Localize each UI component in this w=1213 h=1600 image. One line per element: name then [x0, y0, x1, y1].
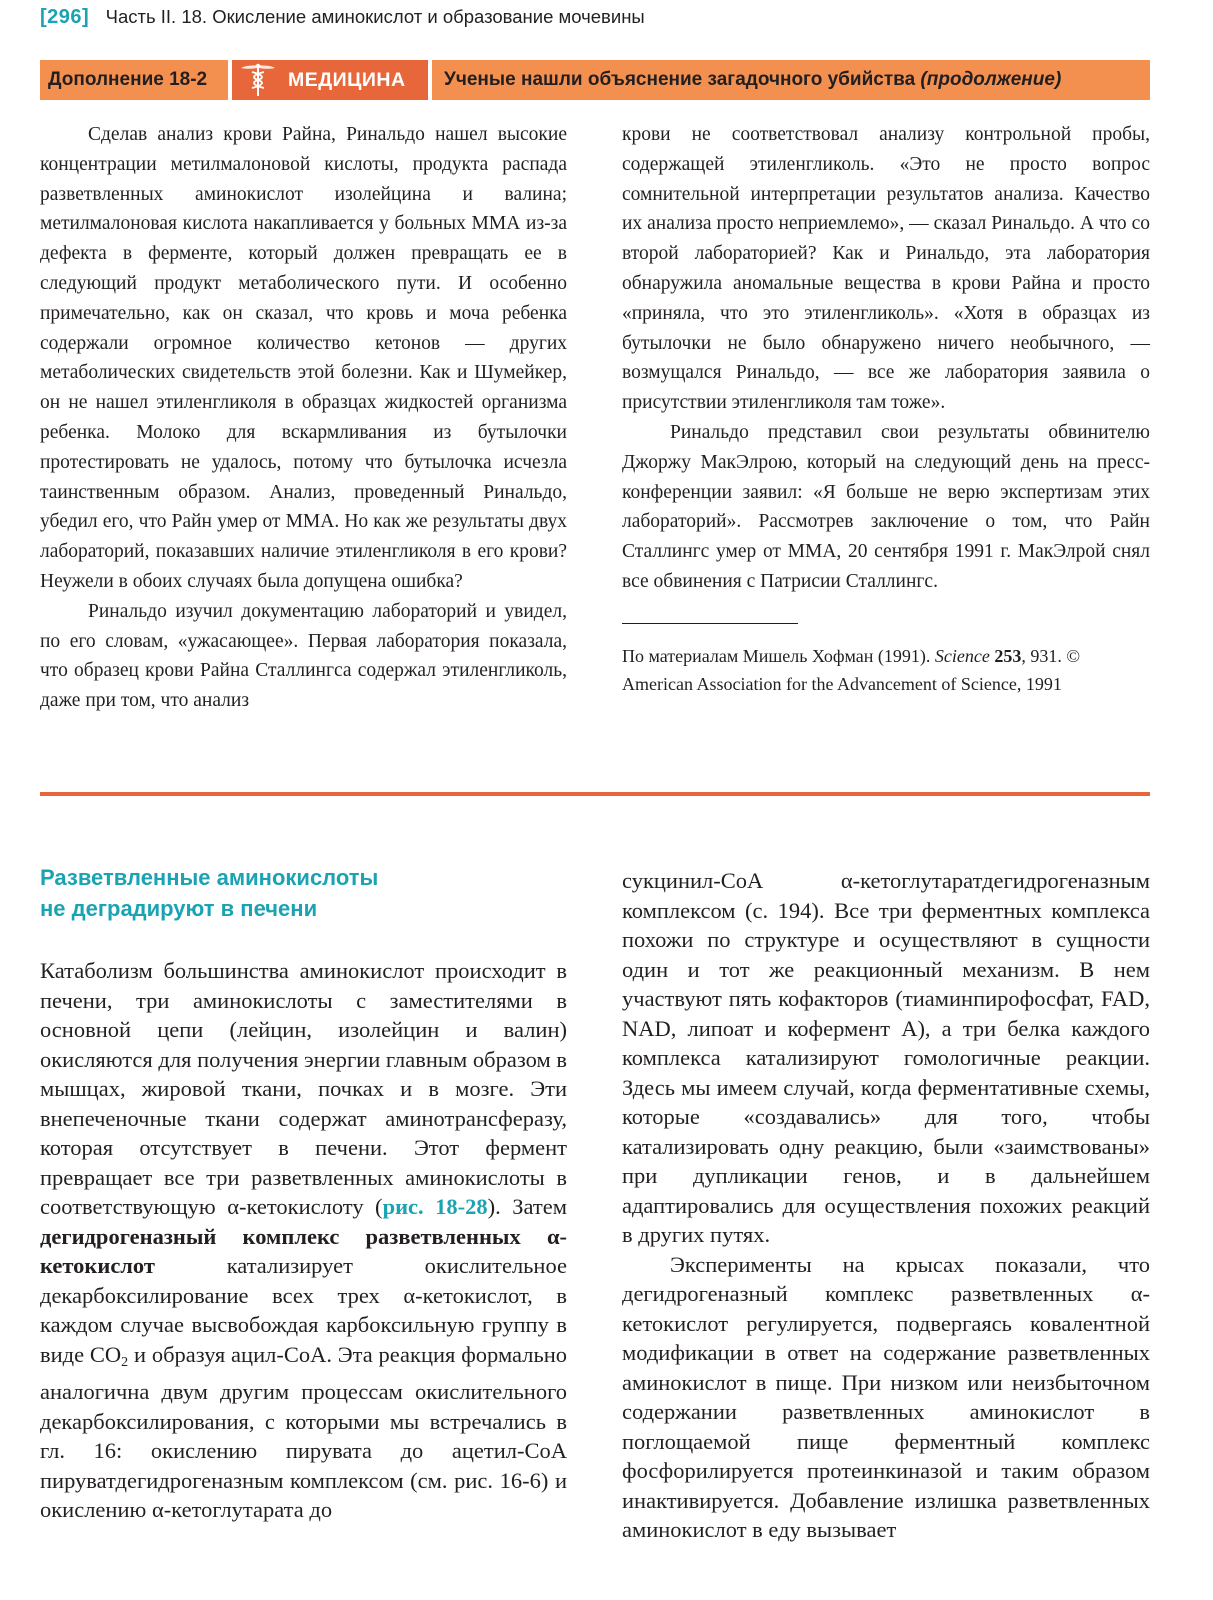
- main-paragraph: Эксперименты на крысах показали, что дегидрогеназный комплекс разветвленных α-кетокислот регулируется, подвергаясь ковалентной модификации в ответ на содержание разветвленных аминокислот в пище. При низком или неизбыточном содержании разветвленных аминокислот в поглощаемой пище ферментный комплекс фосфорилируется протеинкиназой и таким образом инактивируется. Добавление излишка разветвленных аминокислот в еду вызывает: [622, 1251, 1150, 1542]
- box-title-bar: [40, 60, 1150, 100]
- box-bottom-rule: [40, 792, 1150, 796]
- section-heading-line: Разветвленные аминокислоты: [40, 865, 379, 890]
- box-title-main: Ученые нашли объяснение загадочного убийства: [444, 69, 916, 90]
- source-pages: , 931.: [1021, 645, 1062, 666]
- running-head-text: Часть II. 18. Окисление аминокислот и образование мочевины: [105, 6, 645, 27]
- box-category: [232, 60, 428, 100]
- main-paragraph: сукцинил-CoA α-кетоглутаратдегидрогеназным комплексом (с. 194). Все три ферментных комплекса похожи по структуре и осуществляют в сущности один и тот же реакционный механизм. В нем участвуют пять кофакторов (тиаминпирофосфат, FAD, NAD, липоат и кофермент А), а три белка каждого комплекса катализируют гомологичные реакции. Здесь мы имеем случай, когда ферментативные схемы, которые «создавались» для того, чтобы катализировать одну реакцию, были «заимствованы» при дупликации генов, и в дальнейшем адаптировались для осуществления похожих реакций в других путях.: [622, 868, 1150, 1247]
- text-run: ). Затем: [487, 1194, 567, 1219]
- source-volume: 253: [994, 645, 1022, 666]
- subscript: 2: [121, 1354, 129, 1370]
- box-paragraph: Ринальдо изучил документацию лабораторий и увидел, по его словам, «ужасающее». Первая лаборатория показала, что образец крови Райна Сталлингса содержал этиленгликоль, даже при том, что анализ: [40, 600, 567, 712]
- source-citation: [622, 642, 1150, 699]
- box-label: Дополнение 18-2: [40, 60, 228, 100]
- box-title: [432, 60, 1150, 100]
- main-right-column: [622, 866, 1150, 1545]
- box-right-column: [622, 120, 1150, 699]
- box-paragraph: Сделав анализ крови Райна, Ринальдо нашел высокие концентрации метилмалоновой кислоты, продукта распада разветвленных аминокислот изолейцина и валина; метилмалоновая кислота накапливается у больных ММА из-за дефекта в ферменте, который должен превращать ее в следующий продукт метаболического пути. И особенно примечательно, как он сказал, что кровь и моча ребенка содержали огромное количество кетонов — других метаболических свидетельств этой болезни. Как и Шумейкер, он не нашел этиленгликоля в образцах жидкостей организма ребенка. Молоко для вскармливания из бутылочки протестировать не удалось, потому что бутылочка исчезла таинственным образом. Анализ, проведенный Ринальдо, убедил его, что Райн умер от ММА. Но как же результаты двух лабораторий, показавших наличие этиленгликоля в его крови? Неужели в обоих случаях была допущена ошибка?: [40, 124, 567, 592]
- source-journal: Science: [934, 645, 990, 666]
- main-left-column: [40, 956, 567, 1525]
- box-paragraph: крови не соответствовал анализу контрольной пробы, содержащей этиленгликоль. «Это не просто вопрос сомнительной интерпретации результатов анализа. Качество их анализа просто неприемлемо», — сказал Ринальдо. А что со второй лабораторией? Как и Ринальдо, эта лаборатория обнаружила аномальные вещества в крови Райна и просто «приняла, что это этиленгликоль». «Хотя в образцах из бутылочки не было обнаружено ничего необычного, — возмущался Ринальдо, — все же лаборатория заявила о присутствии этиленгликоля там тоже».: [622, 124, 1150, 414]
- figure-reference-link[interactable]: рис. 18-28: [382, 1194, 488, 1219]
- box-left-column: [40, 120, 567, 716]
- key-term: дегидрогеназный комплекс разветвленных α-кетокислот: [40, 1223, 567, 1278]
- source-copyright: © American Association for the Advancement of Science, 1991: [622, 645, 1081, 695]
- text-run: Катаболизм большинства аминокислот происходит в печени, три аминокислоты с заместителями в основной цепи (лейцин, изолейцин и валин) окисляются для получения энергии главным образом в мышцах, жировой ткани, почках и в мозге. Эти внепеченочные ткани содержат аминотрансферазу, которая отсутствует в печени. Этот фермент превращает все три разветвленных аминокислоты в соответствующую α-кетокислоту (: [40, 958, 567, 1219]
- source-divider: [622, 623, 798, 624]
- box-title-continued: (продолжение): [920, 69, 1062, 90]
- source-prefix: По материалам Мишель Хофман (1991).: [622, 645, 931, 666]
- running-header: [40, 6, 645, 36]
- text-run: катализирует окислительное декарбоксилирование всех трех α-кетокислот, в каждом случае высвобождая карбоксильную группу в виде CO: [40, 1253, 567, 1367]
- main-paragraph: [40, 956, 567, 1525]
- section-heading: [40, 862, 460, 924]
- caduceus-icon: [238, 62, 278, 98]
- text-run: и образуя ацил-CoA. Эта реакция формально аналогична двум другим процессам окислительного декарбоксилирования, с которыми мы встречались в гл. 16: окислению пирувата до ацетил-CoA пируватдегидрогеназным комплексом (см. рис. 16-6) и окислению α-кетоглутарата до: [40, 1341, 567, 1522]
- page-number: [296]: [40, 6, 90, 28]
- section-heading-line: не деградируют в печени: [40, 896, 318, 921]
- box-category-label: МЕДИЦИНА: [288, 69, 406, 91]
- box-paragraph: Ринальдо представил свои результаты обвинителю Джоржу МакЭлрою, который на следующий день на пресс-конференции заявил: «Я больше не верю экспертизам этих лабораторий». Рассмотрев заключение о том, что Райн Сталлингс умер от ММА, 20 сентября 1991 г. МакЭлрой снял все обвинения с Патрисии Сталлингс.: [622, 421, 1150, 592]
